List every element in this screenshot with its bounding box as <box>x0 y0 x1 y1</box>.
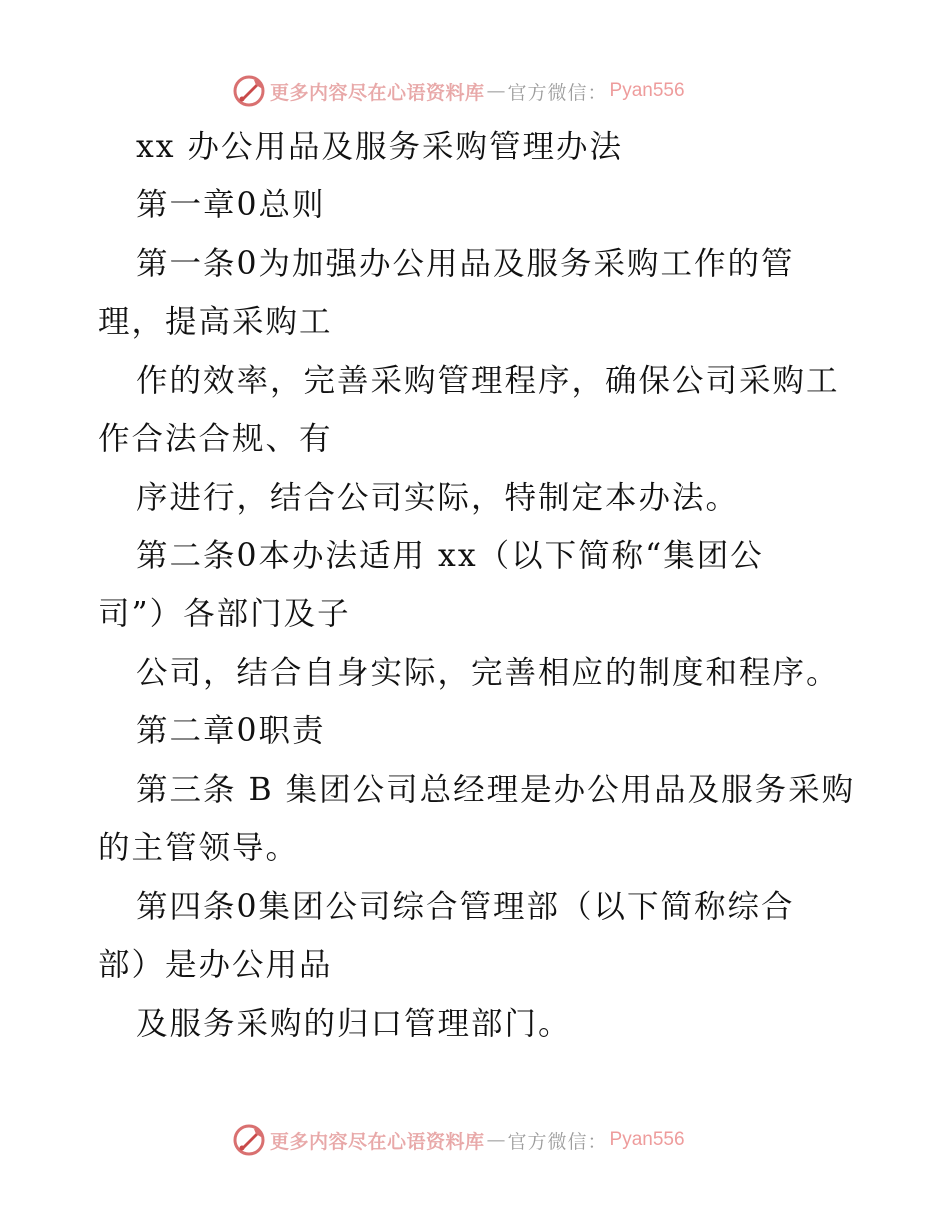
body-line: 第三条 B 集团公司总经理是办公用品及服务采购 <box>136 772 856 808</box>
watermark-text: 更多内容尽在心语资料库 <box>270 81 485 104</box>
body-line: 作的效率，完善采购管理程序，确保公司采购工 <box>136 363 840 399</box>
body-line: 第二条0本办法适用 xx（以下简称“集团公 <box>136 538 764 574</box>
quill-logo-icon <box>232 74 266 108</box>
body-line: 第四条0集团公司综合管理部（以下简称综合 <box>136 889 795 925</box>
watermark-wechat-id: Pyan556 <box>609 80 685 101</box>
document-title: xx 办公用品及服务采购管理办法 <box>136 129 624 165</box>
header-watermark <box>232 72 685 110</box>
watermark-dash: — <box>486 80 506 102</box>
watermark-wechat-id: Pyan556 <box>609 1129 685 1150</box>
body-line: 司”）各部门及子 <box>98 596 351 632</box>
watermark-official-label: 官方微信： <box>507 1130 608 1153</box>
body-line: 第一条0为加强办公用品及服务采购工作的管 <box>136 246 795 282</box>
body-line: 部）是办公用品 <box>98 947 333 983</box>
watermark-dash: — <box>486 1129 506 1151</box>
watermark-text: 更多内容尽在心语资料库 <box>270 1130 485 1153</box>
body-line: 作合法合规、有 <box>98 421 333 457</box>
body-line: 序进行，结合公司实际，特制定本办法。 <box>136 480 740 516</box>
quill-logo-icon <box>232 1123 266 1157</box>
body-line: 理，提高采购工 <box>98 304 333 340</box>
body-line: 及服务采购的归口管理部门。 <box>136 1006 572 1042</box>
watermark-official-label: 官方微信： <box>507 81 608 104</box>
chapter-heading: 第一章0总则 <box>136 187 326 223</box>
body-line: 公司，结合自身实际，完善相应的制度和程序。 <box>136 655 840 691</box>
footer-watermark <box>232 1121 685 1159</box>
chapter-heading: 第二章0职责 <box>136 713 326 749</box>
body-line: 的主管领导。 <box>98 830 300 866</box>
